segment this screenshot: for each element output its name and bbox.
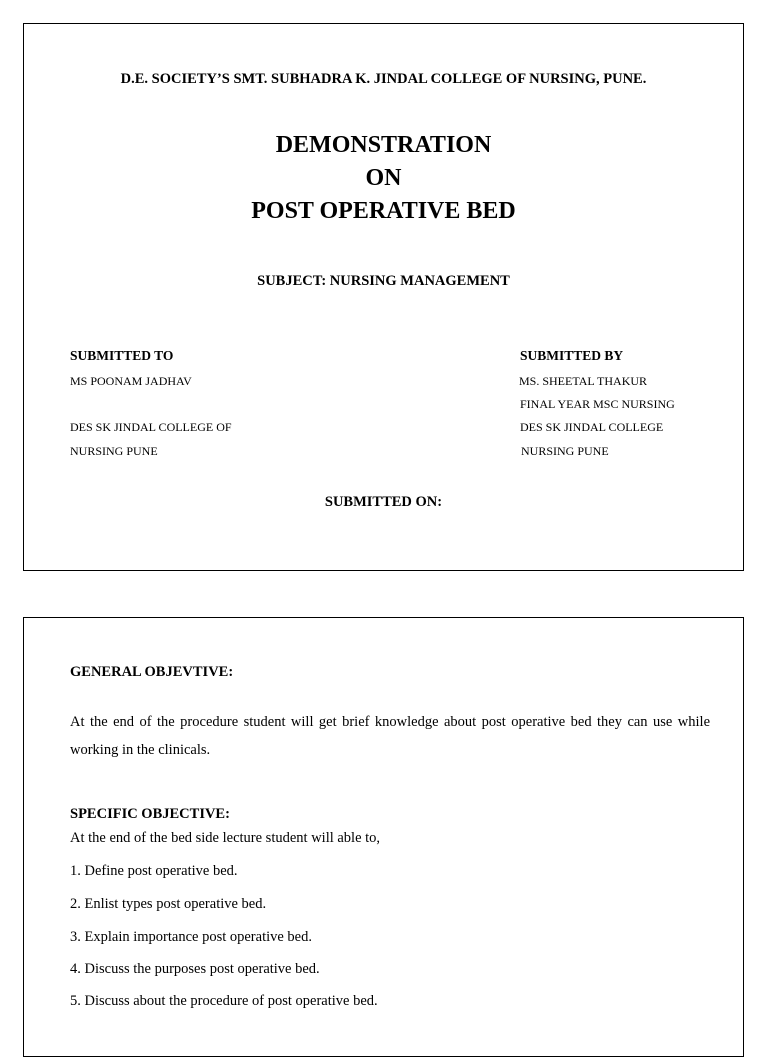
specific-objective-intro: At the end of the bed side lecture student will able to, xyxy=(70,830,381,846)
college-name: D.E. SOCIETY’S SMT. SUBHADRA K. JINDAL COLLEGE OF NURSING, PUNE. xyxy=(120,71,647,87)
list-item: 3. Explain importance post operative bed. xyxy=(70,929,312,945)
list-item: 1. Define post operative bed. xyxy=(70,863,238,879)
submitted-by-line: FINAL YEAR MSC NURSING xyxy=(520,397,675,411)
submitted-to-line: DES SK JINDAL COLLEGE OF xyxy=(70,420,232,434)
list-item: 4. Discuss the purposes post operative bed. xyxy=(70,961,320,977)
list-item: 2. Enlist types post operative bed. xyxy=(70,896,267,912)
submitted-by-line: MS. SHEETAL THAKUR xyxy=(519,374,648,388)
submitted-to-heading: SUBMITTED TO xyxy=(70,348,174,363)
title-line-2: ON xyxy=(365,165,402,191)
subject-line: SUBJECT: NURSING MANAGEMENT xyxy=(257,273,510,289)
cover-page xyxy=(23,23,744,571)
objectives-page xyxy=(23,617,744,1057)
title-line-1: DEMONSTRATION xyxy=(275,132,492,158)
general-objective-text: At the end of the procedure student will get brief knowledge about post operative bed they can use while working in the clinicals. xyxy=(70,714,710,758)
title-line-3: POST OPERATIVE BED xyxy=(251,198,516,224)
submitted-to-line: NURSING PUNE xyxy=(70,444,158,458)
specific-objective-heading: SPECIFIC OBJECTIVE: xyxy=(70,806,230,822)
list-item: 5. Discuss about the procedure of post operative bed. xyxy=(70,993,378,1009)
general-objective-heading: GENERAL OBJEVTIVE: xyxy=(70,664,234,680)
submitted-on: SUBMITTED ON: xyxy=(324,494,443,510)
submitted-by-heading: SUBMITTED BY xyxy=(520,348,624,363)
submitted-by-line: NURSING PUNE xyxy=(521,444,609,458)
submitted-to-line: MS POONAM JADHAV xyxy=(70,374,192,388)
submitted-by-line: DES SK JINDAL COLLEGE xyxy=(520,420,664,434)
